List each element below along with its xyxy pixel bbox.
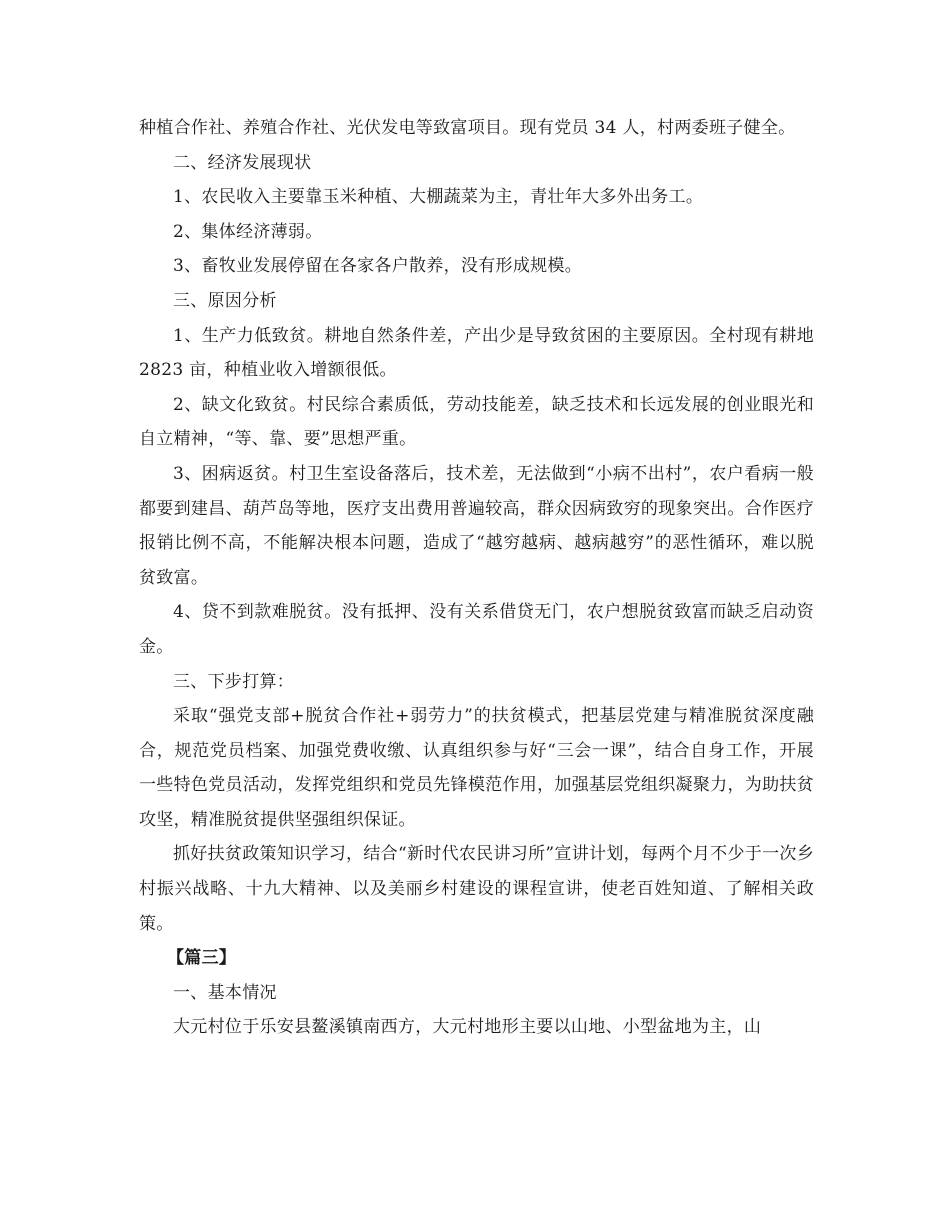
- paragraph-cause-4: 4、贷不到款难脱贫。没有抵押、没有关系借贷无门，农户想脱贫致富而缺乏启动资金。: [139, 602, 814, 657]
- section-heading-basic-info: 一、基本情况: [173, 982, 277, 1003]
- paragraph-economy-1: 1、农民收入主要靠玉米种植、大棚蔬菜为主，青壮年大多外出务工。: [173, 187, 704, 208]
- paragraph-basic-info: 大元村位于乐安县鳌溪镇南西方，大元村地形主要以山地、小型盆地为主，山: [173, 1017, 762, 1038]
- paragraph-economy-2: 2、集体经济薄弱。: [173, 221, 323, 242]
- section-heading-economy: 二、经济发展现状: [173, 152, 312, 173]
- paragraph-cause-2: 2、缺文化致贫。村民综合素质低，劳动技能差，缺乏技术和长远发展的创业眼光和自立精神，“等、靠、要”思想严重。: [139, 394, 814, 450]
- chapter-heading-part-three: 【篇三】: [167, 948, 237, 969]
- section-heading-next-steps: 三、下步打算：: [173, 671, 295, 692]
- document-body: [139, 111, 814, 1045]
- paragraph-next-steps-2: 抓好扶贫政策知识学习，结合“新时代农民讲习所”宣讲计划，每两个月不少于一次乡村振兴战略、十九大精神、以及美丽乡村建设的课程宣讲，使老百姓知道、了解相关政策。: [139, 844, 814, 934]
- paragraph-cause-3: 3、困病返贫。村卫生室设备落后，技术差，无法做到“小病不出村”，农户看病一般都要到建昌、葫芦岛等地，医疗支出费用普遍较高，群众因病致穷的现象突出。合作医疗报销比例不高，不能解决根本问题，造成了“越穷越病、越病越穷”的恶性循环，难以脱贫致富。: [139, 463, 814, 588]
- paragraph-next-steps-1: 采取“强党支部+脱贫合作社+弱劳力”的扶贫模式，把基层党建与精准脱贫深度融合，规范党员档案、加强党费收缴、认真组织参与好“三会一课”，结合自身工作，开展一些特色党员活动，发挥党组织和党员先锋模范作用，加强基层党组织凝聚力，为助扶贫攻坚，精准脱贫提供坚强组织保证。: [139, 706, 814, 830]
- paragraph-economy-3: 3、畜牧业发展停留在各家各户散养，没有形成规模。: [173, 256, 583, 277]
- section-heading-causes: 三、原因分析: [173, 290, 277, 311]
- paragraph-cause-1: 1、生产力低致贫。耕地自然条件差，产出少是导致贫困的主要原因。全村现有耕地 2823 亩，种植业收入增额很低。: [139, 325, 814, 381]
- paragraph-intro-continued: 种植合作社、养殖合作社、光伏发电等致富项目。现有党员 34 人，村两委班子健全。: [139, 118, 796, 138]
